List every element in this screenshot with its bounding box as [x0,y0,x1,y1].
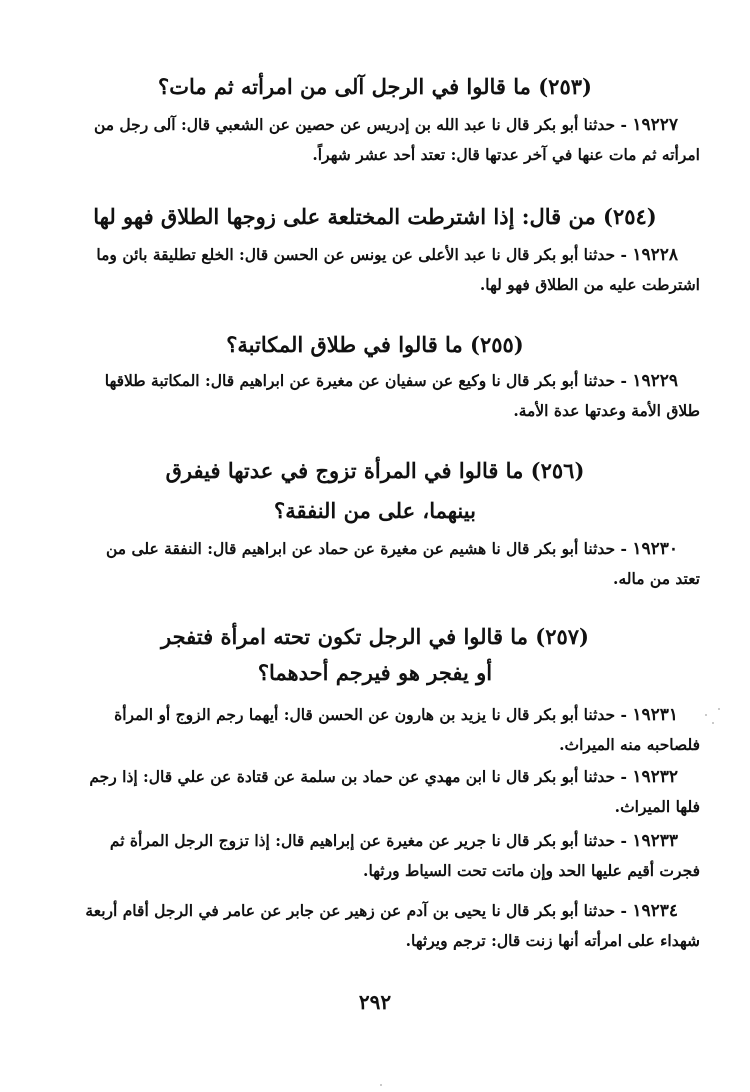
section-heading-254: (٢٥٤) من قال: إذا اشترطت المختلعة على زوجها الطلاق فهو لها [93,204,657,229]
hadith-text-continued: فلها الميراث. [614,797,700,816]
hadith-text-continued: اشترطت عليه من الطلاق فهو لها. [479,275,700,294]
hadith-text: - حدثنا أبو بكر قال نا يزيد بن هارون عن الحسن قال: أيهما رجم الزوج أو المرأة [114,705,627,724]
hadith-19232 [42,762,700,822]
hadith-text-continued: طلاق الأمة وعدتها عدة الأمة. [513,401,700,420]
hadith-number: ١٩٢٣١ [632,705,678,725]
hadith-number: ١٩٢٢٨ [632,245,678,265]
hadith-19229 [42,366,700,426]
hadith-text: - حدثنا أبو بكر قال نا عبد الله بن إدريس عن حصين عن الشعبي قال: آلى رجل من [93,115,627,134]
section-heading-255: (٢٥٥) ما قالوا في طلاق المكاتبة؟ [226,332,524,357]
hadith-19227 [42,110,700,170]
hadith-19231 [42,700,700,760]
hadith-text: - حدثنا أبو بكر قال نا جرير عن مغيرة عن إبراهيم قال: إذا تزوج الرجل المرأة ثم [109,831,627,850]
hadith-text-continued: تعتد من ماله. [613,569,700,588]
scan-speck [380,1084,382,1086]
section-heading-256: (٢٥٦) ما قالوا في المرأة تزوج في عدتها فيفرق [165,458,585,483]
hadith-text-continued: فلصاحبه منه الميراث. [559,735,700,754]
section-heading-256-line2: بينهما، على من النفقة؟ [274,498,476,523]
hadith-number: ١٩٢٣٠ [632,539,678,559]
hadith-19228 [42,240,700,300]
hadith-text: - حدثنا أبو بكر قال نا عبد الأعلى عن يونس عن الحسن قال: الخلع تطليقة بائن وما [96,245,627,264]
hadith-number: ١٩٢٢٧ [632,115,678,135]
section-heading-253: (٢٥٣) ما قالوا في الرجل آلى من امرأته ثم مات؟ [158,74,592,99]
hadith-text: - حدثنا أبو بكر قال نا وكيع عن سفيان عن مغيرة عن ابراهيم قال: المكاتبة طلاقها [104,371,627,390]
hadith-number: ١٩٢٣٣ [632,831,678,851]
section-heading-257-line2: أو يفجر هو فيرجم أحدهما؟ [257,660,493,685]
hadith-number: ١٩٢٢٩ [632,371,678,391]
hadith-text: - حدثنا أبو بكر قال نا ابن مهدي عن حماد بن سلمة عن قتادة عن علي قال: إذا رجم [89,767,627,786]
hadith-text-continued: شهداء على امرأته أنها زنت قال: ترجم ويرثها. [405,931,700,950]
hadith-19234 [42,896,700,956]
hadith-number: ١٩٢٣٤ [632,901,678,921]
hadith-text: - حدثنا أبو بكر قال نا هشيم عن مغيرة عن حماد عن ابراهيم قال: النفقة على من [105,539,627,558]
hadith-19230 [42,534,700,594]
scan-speck [705,714,707,716]
hadith-19233 [42,826,700,886]
section-heading-257: (٢٥٧) ما قالوا في الرجل تكون تحته امرأة فتفجر [161,624,589,649]
hadith-text: - حدثنا أبو بكر قال نا يحيى بن آدم عن زهير عن جابر عن عامر في الرجل أقام أربعة [85,901,627,920]
hadith-text-continued: فجرت أقيم عليها الحد وإن ماتت تحت السياط ورثها. [363,861,700,880]
page-number: ٢٩٢ [358,990,392,1014]
hadith-number: ١٩٢٣٢ [632,767,678,787]
hadith-text-continued: امرأته ثم مات عنها في آخر عدتها قال: تعتد أحد عشر شهراً. [312,145,700,164]
scan-speck [712,722,714,724]
scan-speck [718,708,720,710]
